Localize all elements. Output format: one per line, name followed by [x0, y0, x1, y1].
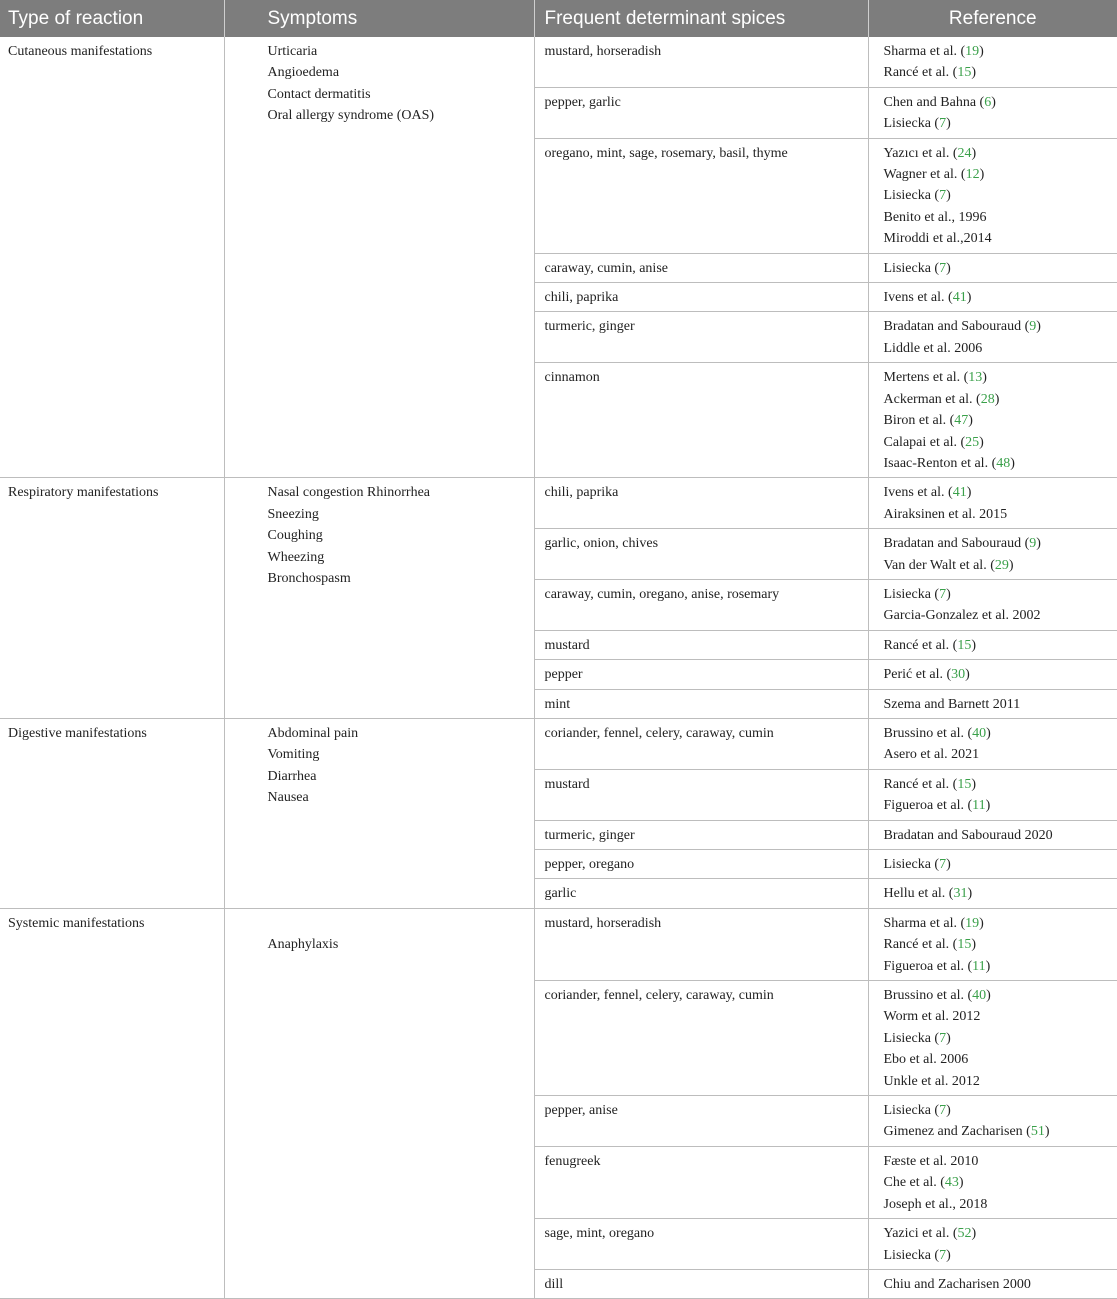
reference-text: Benito et al., 1996 — [883, 209, 987, 225]
reference-cell — [868, 1146, 1117, 1218]
reference-item — [884, 228, 1111, 249]
reference-cell — [868, 820, 1117, 849]
citation-link[interactable]: 11 — [972, 798, 986, 814]
symptom-item: Nasal congestion Rhinorrhea — [267, 485, 431, 501]
reference-text: ) — [1036, 536, 1041, 552]
reference-item — [884, 482, 1111, 503]
reference-text: Lisiecka ( — [883, 116, 940, 132]
reference-item — [884, 1245, 1111, 1266]
reference-item — [884, 1100, 1111, 1121]
spice-list: chili, paprika — [544, 290, 619, 306]
reference-text: Sharma et al. ( — [883, 915, 966, 931]
header-reference: Reference — [868, 0, 1117, 37]
reference-text: Van der Walt et al. ( — [883, 557, 995, 573]
spice-list: coriander, fennel, celery, caraway, cumin — [544, 725, 774, 741]
reference-text: Brussino et al. ( — [883, 725, 973, 741]
reference-text: ) — [971, 776, 977, 792]
reference-item — [884, 185, 1111, 206]
citation-link[interactable]: 19 — [965, 915, 980, 931]
reference-cell — [868, 718, 1117, 769]
reference-text: Yazıcı et al. ( — [883, 145, 958, 161]
reference-text: Brussino et al. ( — [883, 988, 973, 1004]
reference-item — [884, 533, 1111, 554]
citation-link[interactable]: 13 — [968, 370, 983, 386]
reference-text: ) — [979, 167, 985, 183]
spice-list: pepper, oregano — [544, 857, 635, 872]
spice-list: turmeric, ginger — [544, 319, 635, 335]
reference-item — [884, 287, 1111, 308]
reference-text: Lisiecka ( — [883, 260, 940, 276]
reference-cell — [868, 87, 1117, 138]
citation-link[interactable]: 6 — [984, 94, 992, 110]
spices-cell — [534, 312, 868, 363]
reference-item — [884, 605, 1111, 626]
reference-text: Perić et al. ( — [883, 667, 952, 683]
reference-cell — [868, 138, 1117, 253]
reference-item — [884, 774, 1111, 795]
reference-text: ) — [986, 725, 991, 741]
spice-list: coriander, fennel, celery, caraway, cumin — [544, 988, 774, 1004]
reference-text: Rancé et al. ( — [883, 637, 958, 653]
reference-text: ) — [946, 260, 951, 276]
citation-link[interactable]: 15 — [957, 776, 972, 792]
reference-item — [884, 883, 1111, 904]
reaction-type-cell — [0, 908, 224, 1299]
reference-text: Ebo et al. 2006 — [883, 1052, 969, 1068]
spices-cell — [534, 1219, 868, 1270]
reference-text: ) — [946, 857, 951, 872]
spices-cell — [534, 138, 868, 253]
spices-cell — [534, 850, 868, 879]
reference-text: ) — [971, 145, 977, 161]
reference-text: Hellu et al. ( — [883, 886, 954, 902]
reference-text: Worm et al. 2012 — [883, 1009, 981, 1025]
symptom-item: Sneezing — [267, 506, 319, 522]
reference-text: Ivens et al. ( — [883, 290, 953, 306]
reference-text: ) — [971, 65, 977, 81]
citation-link[interactable]: 41 — [952, 290, 967, 306]
reference-text: ) — [991, 94, 996, 110]
citation-link[interactable]: 11 — [972, 958, 986, 974]
reference-cell — [868, 478, 1117, 529]
reaction-type-cell — [0, 478, 224, 719]
reaction-type-cell — [0, 718, 224, 908]
reference-item — [884, 41, 1111, 62]
reference-text: Ackerman et al. ( — [883, 391, 981, 407]
symptom-item: Abdominal pain — [267, 725, 359, 741]
reference-text: ) — [968, 413, 973, 429]
reference-item — [884, 985, 1111, 1006]
reference-item — [884, 62, 1111, 83]
symptom-item: Contact dermatitis — [267, 86, 371, 102]
reference-item — [884, 1121, 1111, 1142]
spices-cell — [534, 1096, 868, 1147]
reference-text: Wagner et al. ( — [883, 167, 966, 183]
header-symptoms: Symptoms — [224, 0, 534, 37]
reference-text: ) — [946, 188, 951, 204]
reference-item — [884, 934, 1111, 955]
spice-list: pepper — [544, 667, 583, 683]
reference-text: ) — [985, 798, 991, 814]
reference-text: ) — [982, 370, 987, 386]
reference-text: Rancé et al. ( — [883, 937, 958, 953]
reference-text: ) — [965, 667, 970, 683]
spices-cell — [534, 879, 868, 908]
citation-link[interactable]: 7 — [939, 1103, 947, 1119]
citation-link[interactable]: 51 — [1030, 1124, 1045, 1140]
reference-text: ) — [979, 44, 984, 59]
reference-text: Mertens et al. ( — [883, 370, 969, 386]
spices-cell — [534, 908, 868, 980]
spice-list: dill — [544, 1276, 564, 1292]
reaction-type: Digestive manifestations — [8, 725, 147, 741]
spice-list: mustard — [544, 637, 590, 653]
reference-item — [884, 723, 1111, 744]
symptom-item: Nausea — [267, 790, 309, 806]
spices-cell — [534, 1269, 868, 1298]
reference-text: ) — [966, 485, 972, 501]
reference-item — [884, 207, 1111, 228]
reference-text: Lisiecka ( — [883, 857, 940, 872]
citation-link[interactable]: 9 — [1029, 319, 1037, 335]
spices-cell — [534, 820, 868, 849]
reference-cell — [868, 689, 1117, 718]
reference-text: Lisiecka ( — [883, 586, 940, 602]
reference-cell — [868, 37, 1117, 87]
reference-item — [884, 504, 1111, 525]
reference-text: Garcia-Gonzalez et al. 2002 — [883, 608, 1041, 624]
reference-text: ) — [971, 1226, 977, 1242]
reference-text: Ivens et al. ( — [883, 485, 953, 501]
spice-list: caraway, cumin, oregano, anise, rosemary — [544, 586, 780, 602]
reference-item — [884, 584, 1111, 605]
reference-text: Bradatan and Sabouraud 2020 — [883, 827, 1053, 843]
reference-text: Liddle et al. 2006 — [883, 340, 983, 356]
reference-item — [884, 854, 1111, 875]
reference-text: Calapai et al. ( — [883, 434, 966, 450]
reference-item — [884, 338, 1111, 359]
reference-item — [884, 367, 1111, 388]
spices-cell — [534, 253, 868, 282]
spice-list: mint — [544, 696, 571, 712]
spice-list: garlic — [544, 886, 577, 902]
symptoms-cell — [224, 908, 534, 1299]
reference-text: ) — [946, 1247, 951, 1263]
reaction-type: Cutaneous manifestations — [8, 44, 153, 59]
citation-link[interactable]: 47 — [954, 413, 969, 429]
symptom-item: Angioedema — [267, 65, 340, 81]
spice-list: pepper, anise — [544, 1103, 618, 1119]
reference-cell — [868, 769, 1117, 820]
spices-cell — [534, 630, 868, 659]
reference-item — [884, 389, 1111, 410]
reference-cell — [868, 579, 1117, 630]
spice-list: sage, mint, oregano — [544, 1226, 655, 1242]
reference-text: ) — [946, 1030, 951, 1046]
symptom-item: Vomiting — [267, 747, 320, 763]
reference-text: ) — [946, 116, 951, 132]
spices-cell — [534, 718, 868, 769]
reference-cell — [868, 1219, 1117, 1270]
citation-link[interactable]: 30 — [951, 667, 966, 683]
reference-text: Miroddi et al.,2014 — [883, 231, 992, 247]
spice-list: pepper, garlic — [544, 94, 621, 110]
reference-cell — [868, 630, 1117, 659]
spice-list: cinnamon — [544, 370, 600, 386]
reference-text: Bradatan and Sabouraud ( — [883, 319, 1030, 335]
reference-text: ) — [971, 937, 977, 953]
reference-text: Figueroa et al. ( — [883, 798, 973, 814]
citation-link[interactable]: 9 — [1029, 536, 1037, 552]
reference-text: Lisiecka ( — [883, 1247, 940, 1263]
spices-cell — [534, 478, 868, 529]
reference-text: Szema and Barnett 2011 — [883, 696, 1021, 712]
reference-text: ) — [985, 958, 991, 974]
reference-cell — [868, 1096, 1117, 1147]
reference-item — [884, 92, 1111, 113]
reference-text: Figueroa et al. ( — [883, 958, 973, 974]
citation-link[interactable]: 48 — [996, 455, 1011, 471]
symptom-item: Anaphylaxis — [267, 936, 339, 952]
reference-text: ) — [967, 886, 973, 902]
symptom-item: Bronchospasm — [267, 570, 351, 586]
symptom-item: Coughing — [267, 528, 323, 544]
reference-text: ) — [1010, 455, 1015, 471]
symptom-item: Diarrhea — [267, 768, 317, 784]
table-header — [0, 0, 1117, 37]
spices-cell — [534, 660, 868, 689]
citation-link[interactable]: 12 — [965, 167, 980, 183]
reference-item — [884, 1151, 1111, 1172]
reference-item — [884, 956, 1111, 977]
header-row — [0, 0, 1117, 37]
reference-text: Joseph et al., 2018 — [883, 1196, 988, 1212]
reference-text: Chen and Bahna ( — [883, 94, 985, 110]
citation-link[interactable]: 19 — [965, 44, 980, 59]
reference-item — [884, 555, 1111, 576]
symptom-item: Oral allergy syndrome (OAS) — [267, 108, 435, 124]
reference-text: ) — [1044, 1124, 1050, 1140]
reference-text: Rancé et al. ( — [883, 776, 958, 792]
reaction-type: Respiratory manifestations — [8, 485, 159, 501]
reference-text: Chiu and Zacharisen 2000 — [883, 1276, 1031, 1292]
header-spices: Frequent determinant spices — [534, 0, 868, 37]
citation-link[interactable]: 7 — [939, 116, 947, 132]
citation-link[interactable]: 7 — [939, 188, 947, 204]
symptoms-cell — [224, 37, 534, 478]
reference-text: ) — [958, 1175, 964, 1191]
reference-text: Rancé et al. ( — [883, 65, 958, 81]
reference-text: Lisiecka ( — [883, 1103, 940, 1119]
reference-cell — [868, 283, 1117, 312]
reference-cell — [868, 312, 1117, 363]
spices-cell — [534, 769, 868, 820]
reference-cell — [868, 529, 1117, 580]
reference-item — [884, 1172, 1111, 1193]
reference-text: Isaac-Renton et al. ( — [883, 455, 997, 471]
spices-cell — [534, 1146, 868, 1218]
reference-text: ) — [966, 290, 972, 306]
spice-list: fenugreek — [544, 1153, 601, 1169]
reference-item — [884, 453, 1111, 474]
reference-text: ) — [946, 586, 951, 602]
table-row — [0, 478, 1117, 529]
reference-text: Che et al. ( — [883, 1175, 945, 1191]
spice-list: mustard, horseradish — [544, 915, 662, 931]
spices-cell — [534, 981, 868, 1096]
citation-link[interactable]: 24 — [957, 145, 972, 161]
reference-cell — [868, 981, 1117, 1096]
reference-text: Sharma et al. ( — [883, 44, 966, 59]
reference-item — [884, 1274, 1111, 1295]
reference-text: ) — [979, 915, 984, 931]
reference-item — [884, 410, 1111, 431]
citation-link[interactable]: 7 — [939, 260, 947, 276]
spices-cell — [534, 37, 868, 87]
reference-item — [884, 432, 1111, 453]
citation-link[interactable]: 15 — [957, 937, 972, 953]
reference-text: ) — [979, 434, 984, 450]
reference-item — [884, 744, 1111, 765]
reference-text: Airaksinen et al. 2015 — [883, 506, 1008, 522]
reference-item — [884, 694, 1111, 715]
reference-item — [884, 913, 1111, 934]
reference-text: Fæste et al. 2010 — [883, 1153, 979, 1169]
symptoms-cell — [224, 478, 534, 719]
spices-cell — [534, 689, 868, 718]
reference-item — [884, 1071, 1111, 1092]
citation-link[interactable]: 40 — [972, 725, 987, 741]
spice-list: garlic, onion, chives — [544, 536, 659, 552]
reference-item — [884, 113, 1111, 134]
citation-link[interactable]: 7 — [939, 586, 947, 602]
citation-link[interactable]: 52 — [957, 1226, 972, 1242]
citation-link[interactable]: 7 — [939, 1030, 947, 1046]
reference-cell — [868, 1269, 1117, 1298]
reference-item — [884, 1028, 1111, 1049]
reference-text: Yazici et al. ( — [883, 1226, 958, 1242]
reference-item — [884, 1194, 1111, 1215]
reference-text: Gimenez and Zacharisen ( — [883, 1124, 1031, 1140]
reference-text: ) — [994, 391, 1000, 407]
reference-text: ) — [971, 637, 977, 653]
reference-text: Bradatan and Sabouraud ( — [883, 536, 1030, 552]
spice-list: mustard — [544, 776, 590, 792]
reference-cell — [868, 253, 1117, 282]
citation-link[interactable]: 25 — [965, 434, 980, 450]
reference-text: Unkle et al. 2012 — [883, 1073, 980, 1089]
spice-list: mustard, horseradish — [544, 44, 662, 59]
reference-text: Lisiecka ( — [883, 188, 940, 204]
symptoms-cell — [224, 718, 534, 908]
reference-item — [884, 664, 1111, 685]
citation-link[interactable]: 28 — [980, 391, 995, 407]
table-row — [0, 37, 1117, 87]
reference-item — [884, 795, 1111, 816]
reference-cell — [868, 879, 1117, 908]
spices-cell — [534, 363, 868, 478]
spices-cell — [534, 579, 868, 630]
citation-link[interactable]: 29 — [994, 557, 1009, 573]
citation-link[interactable]: 43 — [944, 1175, 959, 1191]
citation-link[interactable]: 7 — [939, 857, 947, 872]
spices-cell — [534, 529, 868, 580]
spices-cell — [534, 87, 868, 138]
reference-item — [884, 143, 1111, 164]
reference-text: ) — [1036, 319, 1041, 335]
reaction-type-cell — [0, 37, 224, 478]
symptom-item: Wheezing — [267, 549, 325, 565]
reference-item — [884, 164, 1111, 185]
spice-list: chili, paprika — [544, 485, 619, 501]
citation-link[interactable]: 15 — [957, 637, 972, 653]
reference-cell — [868, 850, 1117, 879]
symptom-item: Urticaria — [267, 44, 318, 59]
reference-text: ) — [986, 988, 991, 1004]
reference-text: Biron et al. ( — [883, 413, 955, 429]
reference-text: Asero et al. 2021 — [883, 747, 980, 763]
reference-item — [884, 1049, 1111, 1070]
spice-list: turmeric, ginger — [544, 827, 635, 843]
spices-cell — [534, 283, 868, 312]
reference-text: ) — [1008, 557, 1014, 573]
reference-cell — [868, 908, 1117, 980]
reference-item — [884, 825, 1111, 846]
spice-list: oregano, mint, sage, rosemary, basil, thyme — [544, 145, 788, 161]
reference-item — [884, 1223, 1111, 1244]
reference-item — [884, 1006, 1111, 1027]
citation-link[interactable]: 41 — [952, 485, 967, 501]
reference-text: Lisiecka ( — [883, 1030, 940, 1046]
table-body — [0, 37, 1117, 1299]
citation-link[interactable]: 31 — [953, 886, 968, 902]
reference-cell — [868, 363, 1117, 478]
table-row — [0, 718, 1117, 769]
reference-text: ) — [946, 1103, 951, 1119]
reaction-type: Systemic manifestations — [8, 915, 145, 931]
citation-link[interactable]: 7 — [939, 1247, 947, 1263]
reference-item — [884, 258, 1111, 279]
citation-link[interactable]: 15 — [957, 65, 972, 81]
citation-link[interactable]: 40 — [972, 988, 987, 1004]
reference-cell — [868, 660, 1117, 689]
spice-list: caraway, cumin, anise — [544, 260, 668, 276]
reference-item — [884, 316, 1111, 337]
header-type: Type of reaction — [0, 0, 224, 37]
table-row — [0, 908, 1117, 980]
reference-item — [884, 635, 1111, 656]
